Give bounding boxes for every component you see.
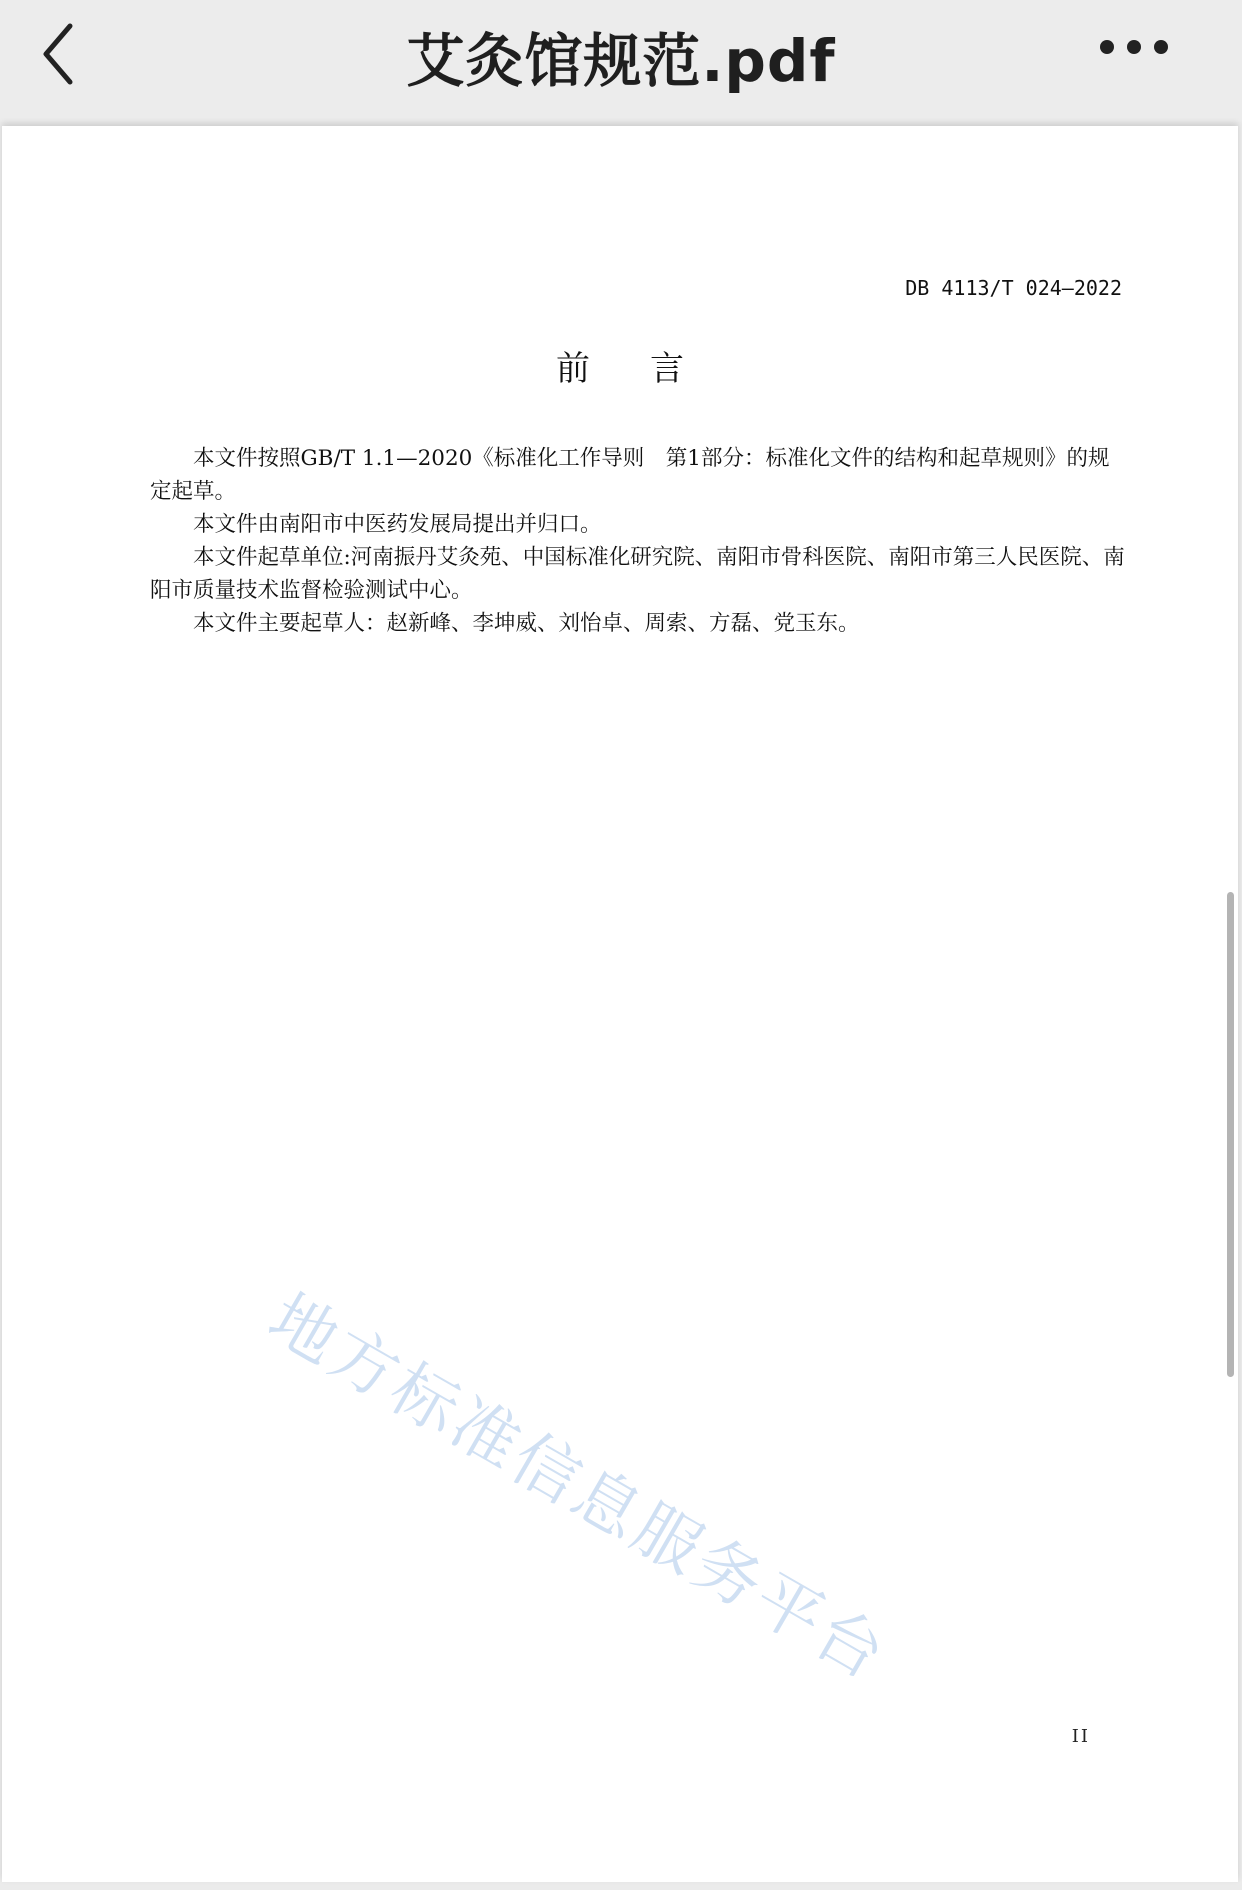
- paragraph: 本文件由南阳市中医药发展局提出并归口。: [193, 512, 602, 537]
- pdf-viewer[interactable]: [0, 122, 1242, 1890]
- document-title: 艾灸馆规范.pdf: [406, 27, 836, 95]
- watermark: 地方标准信息服务平台: [256, 1278, 901, 1696]
- page-number: II: [1071, 1726, 1090, 1747]
- pdf-page: [2, 126, 1238, 1882]
- paragraph: 本文件起草单位:河南振丹艾灸苑、中国标准化研究院、南阳市骨科医院、南阳市第三人民医院、南阳市质量技术监督检验测试中心。: [150, 545, 1125, 603]
- section-heading: 前言: [556, 349, 744, 389]
- top-navigation-bar: [0, 0, 1242, 122]
- vertical-scrollbar[interactable]: [1227, 892, 1234, 1377]
- paragraph: 本文件主要起草人：赵新峰、李坤威、刘怡卓、周索、方磊、党玉东。: [193, 611, 860, 636]
- preface-body: [150, 442, 1126, 640]
- more-options-button[interactable]: [1100, 36, 1200, 66]
- document-code: DB 4113/T 024—2022: [905, 276, 1122, 300]
- ellipsis-horizontal-icon: [1100, 40, 1114, 54]
- paragraph: 本文件按照GB/T 1.1—2020《标准化工作导则 第1部分：标准化文件的结构和起草规则》的规定起草。: [150, 446, 1110, 504]
